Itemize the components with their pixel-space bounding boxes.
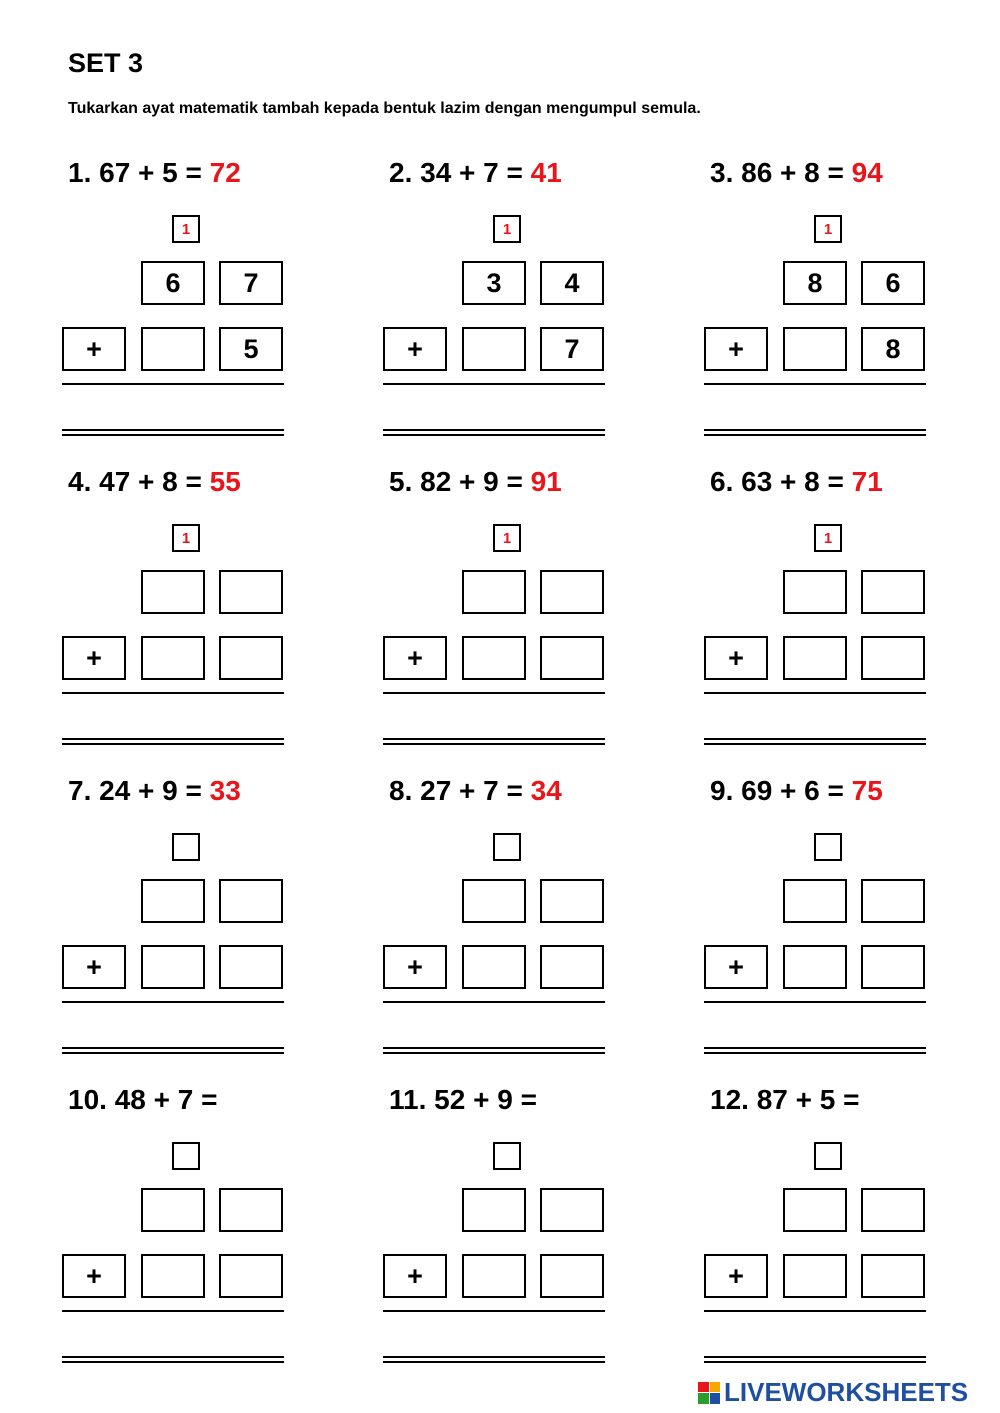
problem-2 bbox=[383, 155, 623, 455]
ones-bottom-box[interactable] bbox=[861, 945, 925, 989]
equation bbox=[389, 773, 562, 809]
double-line-top bbox=[704, 429, 926, 431]
double-line-top bbox=[62, 738, 284, 740]
ones-bottom-box[interactable] bbox=[219, 945, 283, 989]
plus-sign-box: + bbox=[704, 1254, 768, 1298]
ones-top-box[interactable] bbox=[219, 570, 283, 614]
equation bbox=[389, 464, 562, 500]
carry-box[interactable] bbox=[814, 1142, 842, 1170]
tens-bottom-box[interactable] bbox=[141, 327, 205, 371]
ones-bottom-box[interactable] bbox=[540, 945, 604, 989]
ones-bottom-box[interactable] bbox=[219, 636, 283, 680]
plus-sign-box: + bbox=[383, 327, 447, 371]
tens-bottom-box[interactable] bbox=[462, 1254, 526, 1298]
equation-question: 11. 52 + 9 = bbox=[389, 1084, 537, 1115]
problem-3 bbox=[704, 155, 944, 455]
problem-1 bbox=[62, 155, 302, 455]
plus-sign-box: + bbox=[62, 636, 126, 680]
ones-top-box[interactable] bbox=[540, 1188, 604, 1232]
liveworksheets-logo-icon bbox=[698, 1382, 720, 1404]
problem-5 bbox=[383, 464, 623, 764]
sum-line bbox=[62, 692, 284, 694]
tens-top-box[interactable] bbox=[783, 570, 847, 614]
double-line-bottom bbox=[704, 1052, 926, 1054]
problem-10 bbox=[62, 1082, 302, 1382]
tens-bottom-box[interactable] bbox=[783, 327, 847, 371]
ones-top-box[interactable] bbox=[861, 570, 925, 614]
double-line-bottom bbox=[62, 743, 284, 745]
problem-9 bbox=[704, 773, 944, 1073]
double-line-top bbox=[383, 738, 605, 740]
sum-line bbox=[62, 1001, 284, 1003]
equation bbox=[68, 773, 241, 809]
ones-bottom-box[interactable] bbox=[540, 636, 604, 680]
plus-sign-box: + bbox=[704, 636, 768, 680]
liveworksheets-logo bbox=[698, 1377, 968, 1408]
tens-top-box[interactable] bbox=[783, 1188, 847, 1232]
plus-sign-box: + bbox=[383, 945, 447, 989]
equation bbox=[68, 1082, 217, 1118]
tens-top-box[interactable] bbox=[462, 570, 526, 614]
tens-bottom-box[interactable] bbox=[462, 945, 526, 989]
carry-box[interactable]: 1 bbox=[814, 524, 842, 552]
equation-question: 2. 34 + 7 = bbox=[389, 157, 531, 188]
double-line-bottom bbox=[62, 1361, 284, 1363]
ones-top-box[interactable] bbox=[861, 1188, 925, 1232]
double-line-bottom bbox=[383, 434, 605, 436]
double-line-top bbox=[62, 1356, 284, 1358]
equation-answer[interactable]: 71 bbox=[851, 466, 883, 497]
double-line-top bbox=[383, 429, 605, 431]
tens-bottom-box[interactable] bbox=[141, 1254, 205, 1298]
tens-bottom-box[interactable] bbox=[783, 1254, 847, 1298]
plus-sign-box: + bbox=[383, 1254, 447, 1298]
logo-text: LIVEWORKSHEETS bbox=[724, 1377, 969, 1407]
carry-box[interactable]: 1 bbox=[172, 215, 200, 243]
ones-bottom-box[interactable] bbox=[540, 1254, 604, 1298]
tens-bottom-box[interactable] bbox=[462, 327, 526, 371]
double-line-bottom bbox=[383, 1361, 605, 1363]
tens-top-box[interactable]: 6 bbox=[141, 261, 205, 305]
double-line-top bbox=[704, 738, 926, 740]
double-line-top bbox=[62, 429, 284, 431]
plus-sign-box: + bbox=[704, 945, 768, 989]
double-line-bottom bbox=[62, 1052, 284, 1054]
double-line-top bbox=[383, 1047, 605, 1049]
tens-bottom-box[interactable] bbox=[141, 945, 205, 989]
ones-bottom-box[interactable]: 8 bbox=[861, 327, 925, 371]
double-line-bottom bbox=[383, 743, 605, 745]
carry-box[interactable]: 1 bbox=[814, 215, 842, 243]
problem-6 bbox=[704, 464, 944, 764]
sum-line bbox=[383, 692, 605, 694]
sum-line bbox=[383, 1001, 605, 1003]
tens-bottom-box[interactable] bbox=[783, 636, 847, 680]
worksheet-title: SET 3 bbox=[68, 48, 144, 78]
carry-box[interactable] bbox=[493, 1142, 521, 1170]
equation bbox=[710, 464, 883, 500]
equation-answer[interactable]: 55 bbox=[209, 466, 241, 497]
double-line-bottom bbox=[704, 1361, 926, 1363]
plus-sign-box: + bbox=[704, 327, 768, 371]
equation-question: 12. 87 + 5 = bbox=[710, 1084, 860, 1115]
sum-line bbox=[62, 383, 284, 385]
equation-answer[interactable]: 41 bbox=[530, 157, 562, 188]
plus-sign-box: + bbox=[383, 636, 447, 680]
tens-top-box[interactable] bbox=[141, 1188, 205, 1232]
double-line-top bbox=[62, 1047, 284, 1049]
carry-box[interactable]: 1 bbox=[172, 524, 200, 552]
ones-bottom-box[interactable] bbox=[861, 636, 925, 680]
carry-box[interactable] bbox=[814, 833, 842, 861]
ones-top-box[interactable] bbox=[861, 879, 925, 923]
equation-question: 7. 24 + 9 = bbox=[68, 775, 210, 806]
plus-sign-box: + bbox=[62, 327, 126, 371]
carry-box[interactable] bbox=[493, 833, 521, 861]
ones-top-box[interactable] bbox=[219, 879, 283, 923]
equation-answer[interactable]: 34 bbox=[530, 775, 562, 806]
ones-top-box[interactable] bbox=[540, 879, 604, 923]
equation bbox=[389, 1082, 537, 1118]
ones-top-box[interactable] bbox=[540, 570, 604, 614]
ones-top-box[interactable] bbox=[219, 1188, 283, 1232]
plus-sign-box: + bbox=[62, 945, 126, 989]
sum-line bbox=[704, 1001, 926, 1003]
equation-question: 3. 86 + 8 = bbox=[710, 157, 852, 188]
sum-line bbox=[704, 383, 926, 385]
equation-question: 9. 69 + 6 = bbox=[710, 775, 852, 806]
equation-question: 1. 67 + 5 = bbox=[68, 157, 210, 188]
ones-top-box[interactable]: 4 bbox=[540, 261, 604, 305]
double-line-top bbox=[704, 1356, 926, 1358]
ones-bottom-box[interactable] bbox=[219, 1254, 283, 1298]
equation-answer[interactable]: 91 bbox=[530, 466, 562, 497]
double-line-bottom bbox=[383, 1052, 605, 1054]
tens-top-box[interactable]: 3 bbox=[462, 261, 526, 305]
tens-bottom-box[interactable] bbox=[462, 636, 526, 680]
equation-answer[interactable]: 75 bbox=[851, 775, 883, 806]
ones-top-box[interactable]: 6 bbox=[861, 261, 925, 305]
sum-line bbox=[704, 1310, 926, 1312]
problem-4 bbox=[62, 464, 302, 764]
equation-question: 8. 27 + 7 = bbox=[389, 775, 531, 806]
tens-top-box[interactable] bbox=[141, 570, 205, 614]
equation-answer[interactable]: 94 bbox=[851, 157, 883, 188]
problem-11 bbox=[383, 1082, 623, 1382]
tens-bottom-box[interactable] bbox=[783, 945, 847, 989]
tens-top-box[interactable] bbox=[462, 1188, 526, 1232]
equation bbox=[710, 155, 883, 191]
double-line-bottom bbox=[704, 743, 926, 745]
problem-12 bbox=[704, 1082, 944, 1382]
ones-top-box[interactable]: 7 bbox=[219, 261, 283, 305]
equation-question: 5. 82 + 9 = bbox=[389, 466, 531, 497]
double-line-top bbox=[704, 1047, 926, 1049]
instruction-text: Tukarkan ayat matematik tambah kepada bentuk lazim dengan mengumpul semula. bbox=[68, 100, 701, 117]
ones-bottom-box[interactable]: 7 bbox=[540, 327, 604, 371]
carry-box[interactable]: 1 bbox=[493, 215, 521, 243]
equation bbox=[68, 464, 241, 500]
equation bbox=[389, 155, 562, 191]
ones-bottom-box[interactable]: 5 bbox=[219, 327, 283, 371]
double-line-bottom bbox=[704, 434, 926, 436]
ones-bottom-box[interactable] bbox=[861, 1254, 925, 1298]
equation bbox=[710, 773, 883, 809]
sum-line bbox=[62, 1310, 284, 1312]
equation-question: 10. 48 + 7 = bbox=[68, 1084, 218, 1115]
equation bbox=[710, 1082, 859, 1118]
tens-top-box[interactable] bbox=[462, 879, 526, 923]
equation-question: 6. 63 + 8 = bbox=[710, 466, 852, 497]
tens-top-box[interactable] bbox=[141, 879, 205, 923]
equation-answer[interactable]: 72 bbox=[209, 157, 241, 188]
double-line-bottom bbox=[62, 434, 284, 436]
tens-top-box[interactable] bbox=[783, 879, 847, 923]
carry-box[interactable]: 1 bbox=[493, 524, 521, 552]
carry-box[interactable] bbox=[172, 833, 200, 861]
plus-sign-box: + bbox=[62, 1254, 126, 1298]
equation-question: 4. 47 + 8 = bbox=[68, 466, 210, 497]
problem-8 bbox=[383, 773, 623, 1073]
sum-line bbox=[383, 383, 605, 385]
double-line-top bbox=[383, 1356, 605, 1358]
sum-line bbox=[383, 1310, 605, 1312]
sum-line bbox=[704, 692, 926, 694]
equation-answer[interactable]: 33 bbox=[209, 775, 241, 806]
problem-7 bbox=[62, 773, 302, 1073]
carry-box[interactable] bbox=[172, 1142, 200, 1170]
equation bbox=[68, 155, 241, 191]
tens-top-box[interactable]: 8 bbox=[783, 261, 847, 305]
tens-bottom-box[interactable] bbox=[141, 636, 205, 680]
